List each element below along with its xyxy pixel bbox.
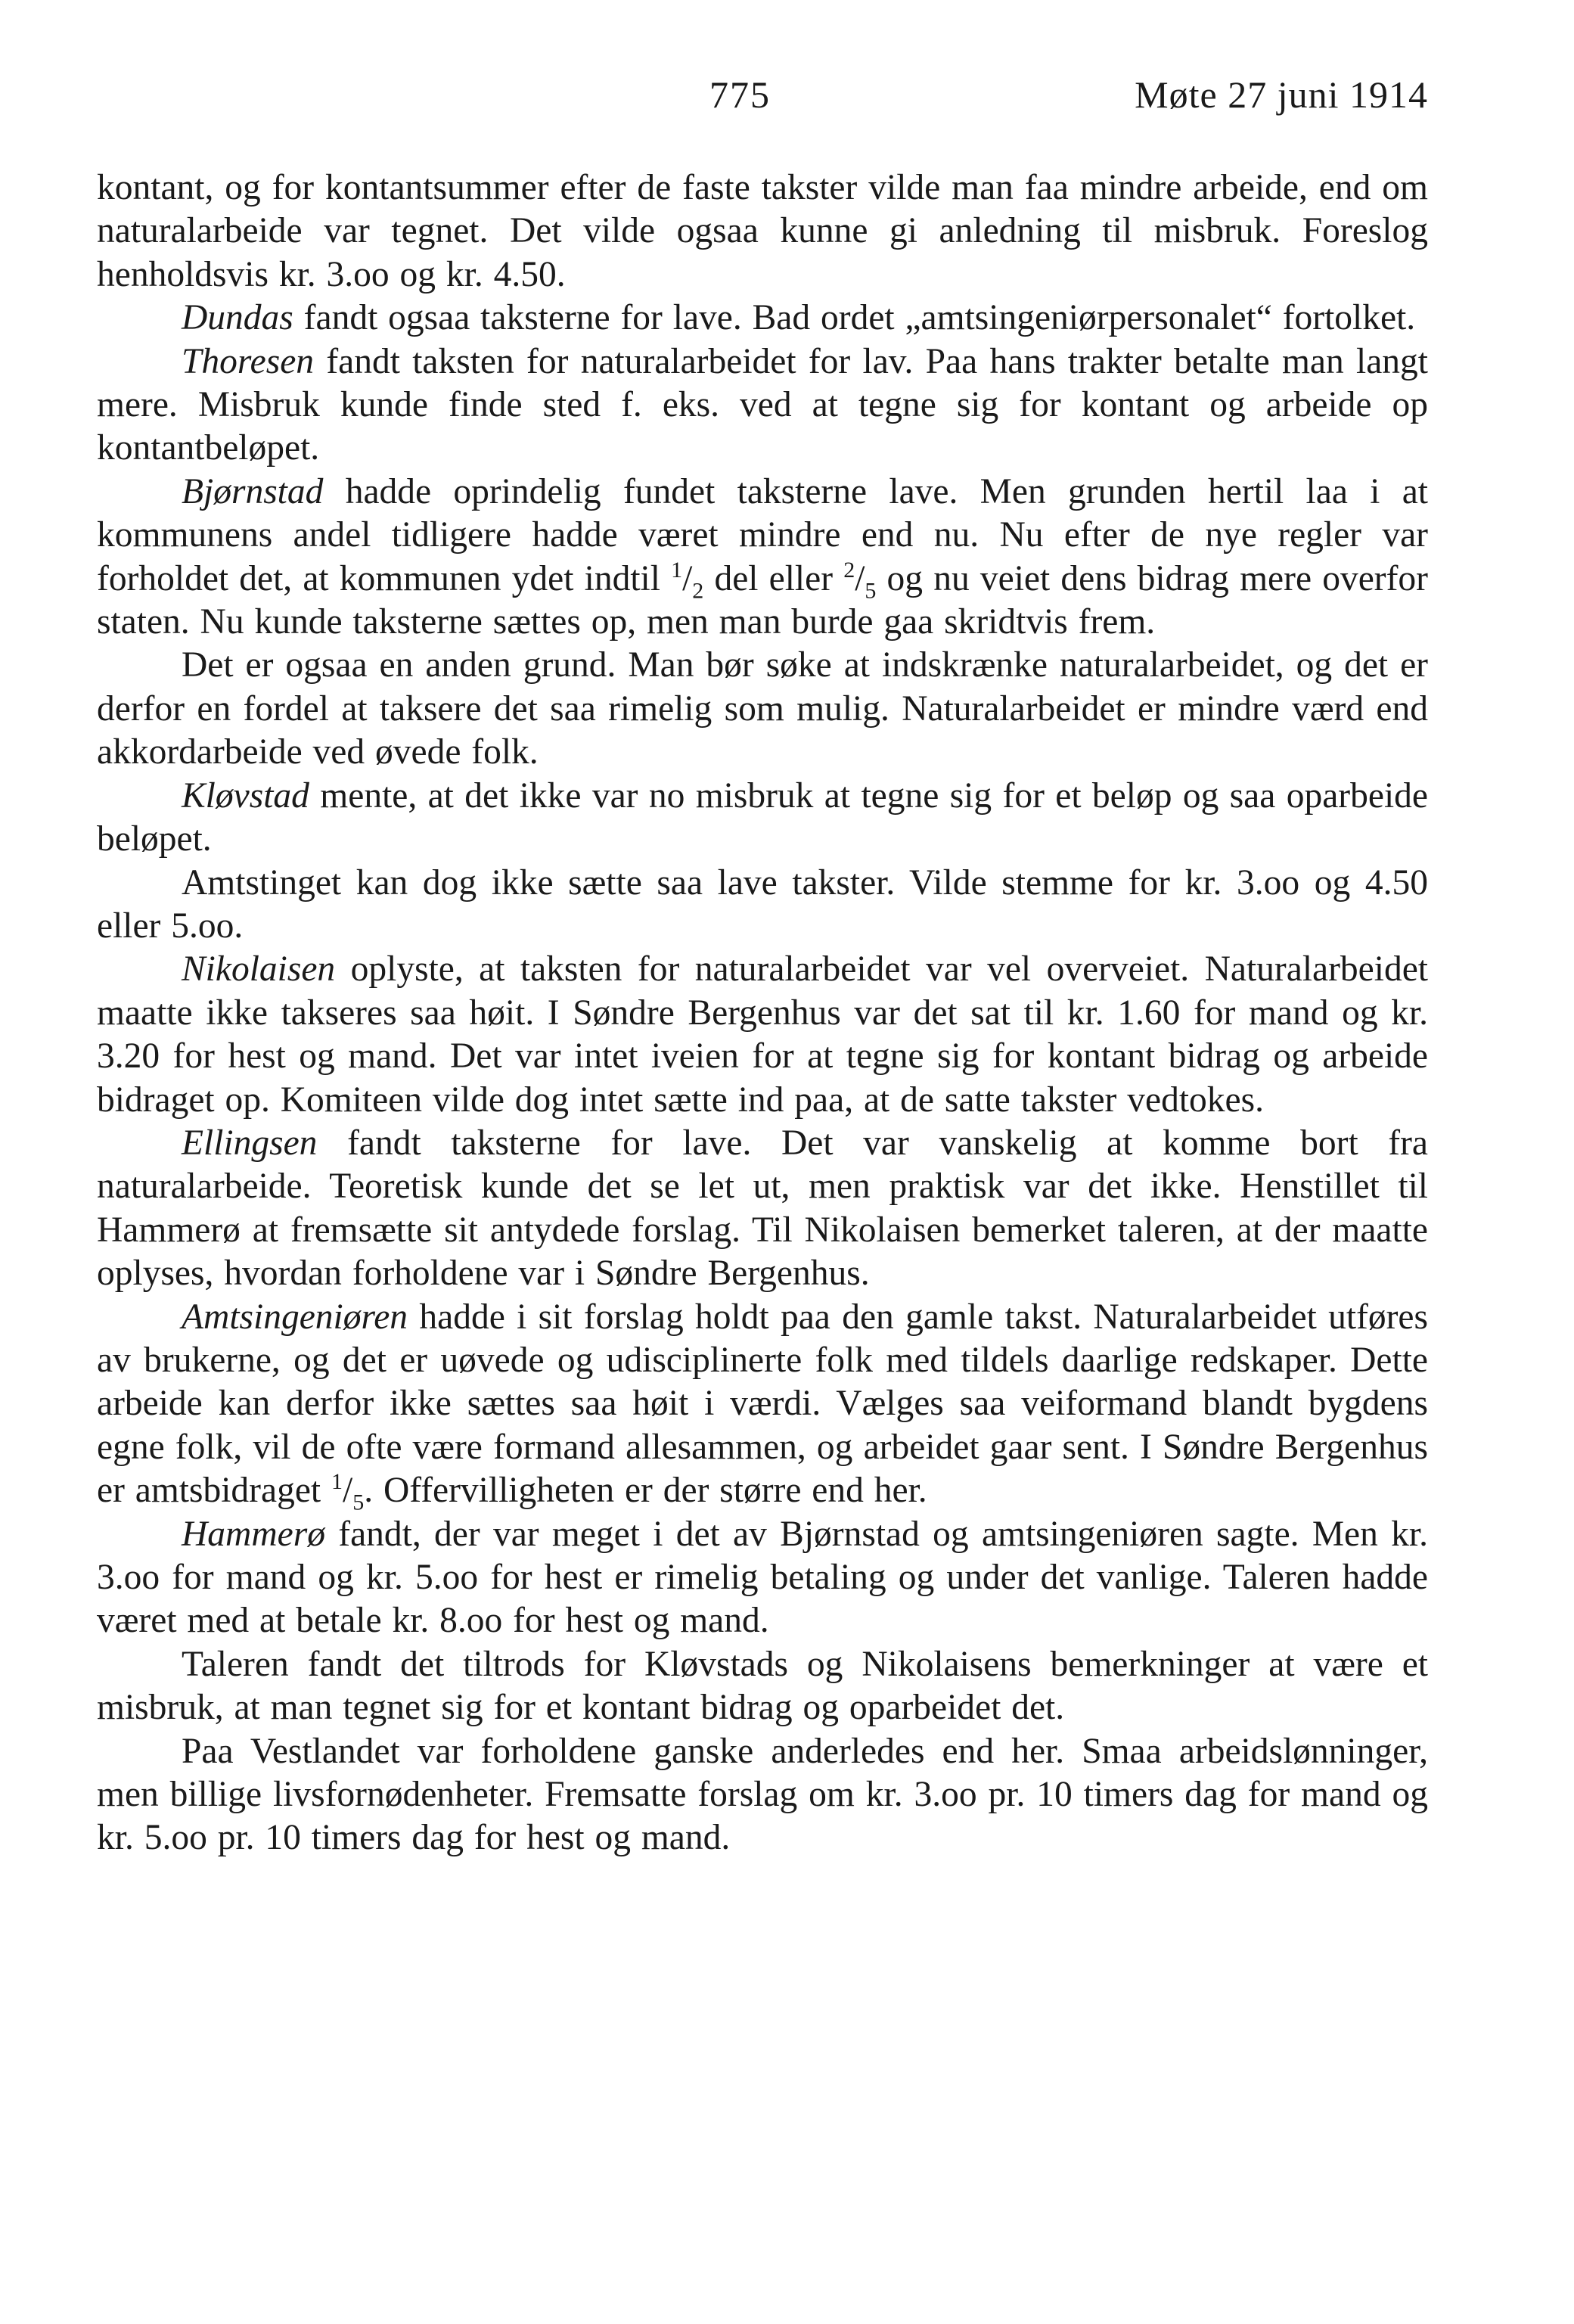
paragraph — [97, 1513, 1428, 1643]
fraction-numerator: 1 — [331, 1469, 343, 1495]
speaker-name: Thoresen — [182, 341, 315, 381]
page-header — [97, 73, 1428, 133]
page-number: 775 — [709, 73, 771, 116]
paragraph — [97, 775, 1428, 862]
paragraph-text: Det er ogsaa en anden grund. Man bør søke at indskrænke naturalarbeidet, og det er derfor en fordel at taksere det saa rimelig som mulig. Naturalarbeidet er mindre værd end akkordarbeide ved øvede folk. — [97, 645, 1428, 772]
speaker-name: Kløvstad — [182, 775, 309, 816]
paragraph — [97, 340, 1428, 471]
paragraph — [97, 1296, 1428, 1513]
speaker-name: Nikolaisen — [182, 949, 336, 990]
body-text — [97, 166, 1428, 1860]
paragraph-text: fandt taksten for naturalarbeidet for lav. Paa hans trakter betalte man langt mere. Misbruk kunde finde sted f. eks. ved at tegne sig for kontant og arbeide op kontantbeløpet. — [97, 341, 1428, 468]
speaker-name: Dundas — [182, 298, 293, 338]
paragraph — [97, 1643, 1428, 1730]
document-page — [97, 73, 1428, 1860]
paragraph-text: kontant, og for kontantsummer efter de faste takster vilde man faa mindre arbeide, end om naturalarbeide var tegnet. Det vilde ogsaa kunne gi anledning til misbruk. Foreslog henholdsvis kr. 3.oo og kr. 4.50. — [97, 168, 1428, 294]
paragraph — [97, 166, 1428, 297]
paragraph-text: mente, at det ikke var no misbruk at tegne sig for et beløp og saa oparbeide beløpet. — [97, 775, 1428, 859]
fraction: $^1/_5$ — [331, 1469, 365, 1515]
paragraph-text: Paa Vestlandet var forholdene ganske anderledes end her. Smaa arbeidslønninger, men billige livsfornødenheter. Fremsatte forslag om kr. 3.oo pr. 10 timers dag for mand og kr. 5.oo pr. 10 timers dag for hest og mand. — [97, 1731, 1428, 1858]
speaker-name: Ellingsen — [182, 1123, 318, 1163]
speaker-name: Hammerø — [182, 1514, 325, 1554]
paragraph-text: Amtstinget kan dog ikke sætte saa lave takster. Vilde stemme for kr. 3.oo og 4.50 eller 5.oo. — [97, 862, 1428, 946]
paragraph-text: fandt taksterne for lave. Det var vanskelig at komme bort fra naturalarbeide. Teoretisk kunde det se let ut, men praktisk var det ikke. Henstillet til Hammerø at fremsætte sit antydede forslag. Til Nikolaisen bemerket taleren, at der maatte oplyses, hvordan forholdene var i Søndre Bergenhus. — [97, 1123, 1428, 1294]
paragraph — [97, 948, 1428, 1122]
fraction-denominator: 5 — [865, 578, 877, 604]
paragraph — [97, 644, 1428, 774]
paragraph-text: og nu veiet dens bidrag mere overfor staten. Nu kunde taksterne sættes op, men man burde gaa skridtvis frem. — [97, 558, 1428, 642]
paragraph — [97, 1730, 1428, 1860]
paragraph-text: hadde oprindelig fundet taksterne lave. Men grunden hertil laa i at kommunens andel tidligere hadde været mindre end nu. Nu efter de nye regler var forholdet det, at kommunen ydet indtil — [97, 471, 1428, 598]
paragraph — [97, 1122, 1428, 1296]
fraction-denominator: 2 — [692, 578, 704, 604]
speaker-name: Bjørnstad — [182, 471, 324, 511]
paragraph — [97, 297, 1428, 340]
fraction-numerator: 2 — [843, 557, 855, 583]
paragraph-text: . Offervilligheten er der større end her. — [364, 1471, 927, 1511]
paragraph-text: fandt, der var meget i det av Bjørnstad og amtsingeniøren sagte. Men kr. 3.oo for mand og kr. 5.oo for hest er rimelig betaling og under det vanlige. Taleren hadde været med at betale kr. 8.oo for hest og mand. — [97, 1514, 1428, 1641]
running-head: Møte 27 juni 1914 — [1135, 73, 1428, 116]
fraction: $^2/_5$ — [843, 557, 877, 604]
paragraph-text: Taleren fandt det tiltrods for Kløvstads og Nikolaisens bemerkninger at være et misbruk, at man tegnet sig for et kontant bidrag og oparbeidet det. — [97, 1644, 1428, 1728]
fraction: $^1/_2$ — [671, 557, 704, 604]
fraction-denominator: 5 — [352, 1490, 365, 1515]
paragraph-text: del eller — [703, 558, 844, 598]
paragraph — [97, 471, 1428, 645]
speaker-name: Amtsingeniøren — [182, 1297, 408, 1337]
fraction-numerator: 1 — [671, 557, 683, 583]
paragraph-text: hadde i sit forslag holdt paa den gamle takst. Naturalarbeidet utføres av brukerne, og det er uøvede og udisciplinerte folk med tildels daarlige redskaper. Dette arbeide kan derfor ikke sættes saa høit i værdi. Vælges saa veiformand blandt bygdens egne folk, vil de ofte være formand allesammen, og arbeidet gaar sent. I Søndre Bergenhus er amtsbidraget — [97, 1297, 1428, 1511]
paragraph — [97, 862, 1428, 949]
paragraph-text: fandt ogsaa taksterne for lave. Bad ordet „amtsingeniørpersonalet“ fortolket. — [293, 298, 1416, 338]
paragraph-text: oplyste, at taksten for naturalarbeidet var vel overveiet. Naturalarbeidet maatte ikke takseres saa høit. I Søndre Bergenhus var det sat til kr. 1.60 for mand og kr. 3.20 for hest og mand. Det var intet iveien for at tegne sig for kontant bidrag og arbeide bidraget op. Komiteen vilde dog intet sætte ind paa, at de satte takster vedtokes. — [97, 949, 1428, 1120]
